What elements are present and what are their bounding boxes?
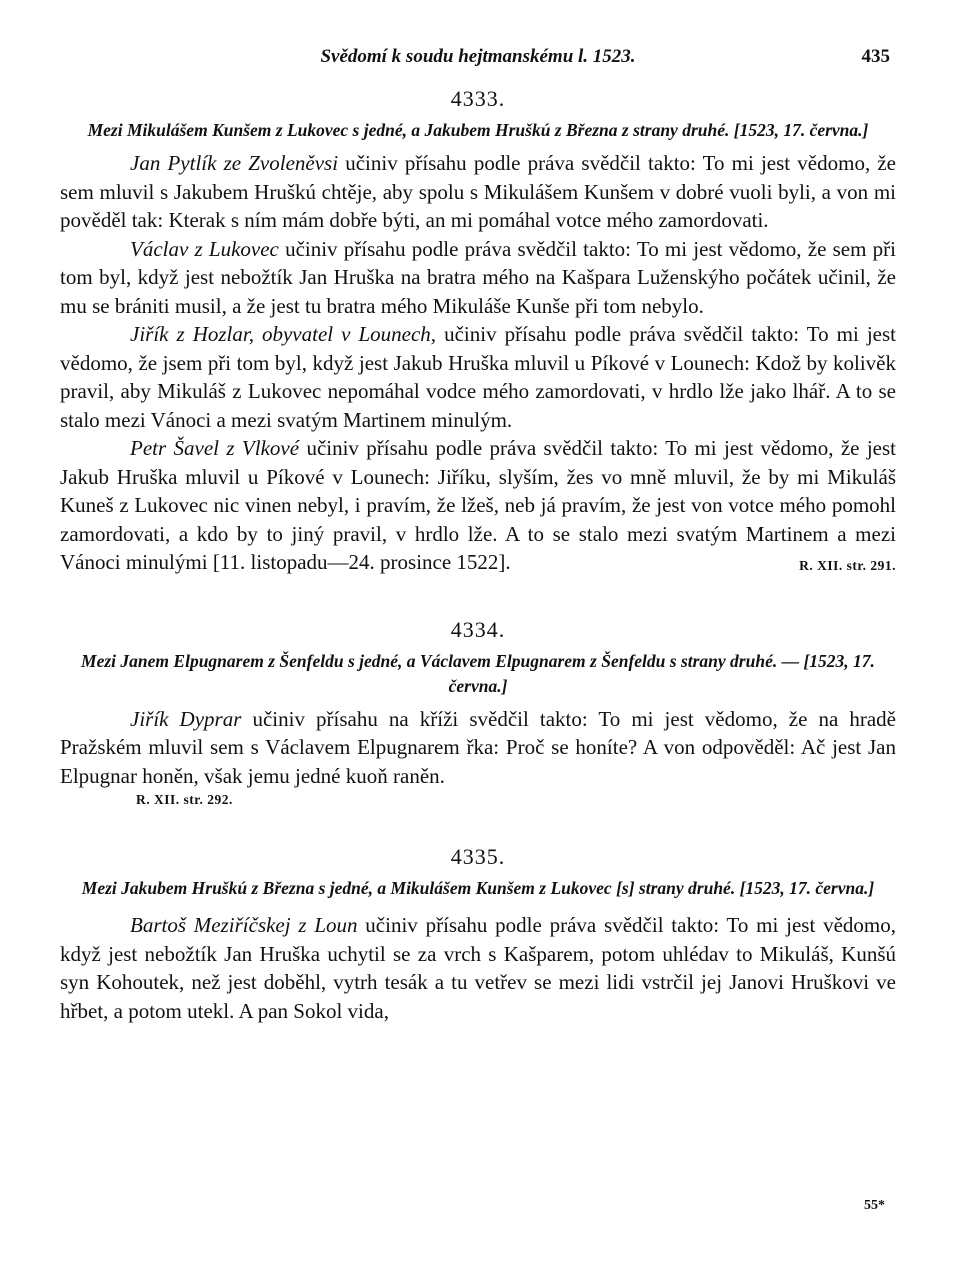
testimony-paragraph xyxy=(60,320,896,434)
entry-4334 xyxy=(60,617,896,809)
witness-name: Bartoš Meziříčskej z Loun xyxy=(130,913,358,937)
witness-name: Jiřík z Hozlar, obyvatel v Lounech, xyxy=(130,322,437,346)
page-number: 435 xyxy=(861,46,890,67)
entry-title: Mezi Janem Elpugnarem z Šenfeldu s jedné, a Václavem Elpugnarem z Šenfeldu s strany druhé. — [1523, 17. června.] xyxy=(81,650,875,696)
entry-4333 xyxy=(60,86,896,581)
entry-number: 4333. xyxy=(450,86,506,111)
testimony-text: učiniv přísahu podle práva svědčil takto: To mi jest vědomo, že sem při tom byl, když jest nebožtík Jan Hruška na bratra mého na Kašpara Luženskýho počátek učinil, že mu se brániti musil, a že jest tu bratra mého Mikuláše Kunše při tom nebylo. xyxy=(60,236,896,318)
witness-name: Petr Šavel z Vlkové xyxy=(130,436,300,460)
entry-4335 xyxy=(60,844,896,1025)
entry-number: 4335. xyxy=(450,844,506,869)
testimony-text: učiniv přísahu podle práva svědčil takto: To mi jest vědomo, že jsem při tom byl, když jest Jakub Hruška mluvil u Píkové v Lounech: Kdož by kolivěk pravil, aby Mikuláš z Lukovec nepomáhal vodce mého zamordovati, v hrdlo lže jako lhář. A to se stalo mezi Vánoci a mezi svatým Martinem minulým. xyxy=(60,322,896,432)
testimony-text: učiniv přísahu podle práva svědčil takto: To mi jest vědomo, že jest Jakub Hruška mluvil u Píkové v Lounech: Jiříku, slyším, žes vo mně mluvil, že by mi Mikuláš Kuneš z Lukovec nic vinen nebyl, i pravím, že lžeš, neb já pravím, že jest von votce mého pomohl zamordovati, a kdo by to jiný pravil, v hrdlo lže. A to se stalo mezi svatým Martinem a mezi Vánoci minulými [11. listopadu—24. prosince 1522]. xyxy=(60,436,896,574)
archive-reference: R. XII. str. 291. xyxy=(799,558,896,573)
entry-number: 4334. xyxy=(450,616,506,642)
testimony-text: učiniv přísahu podle práva svědčil takto: To mi jest vědomo, když jest nebožtík Jan Hruška uchytil se za vrch s Kašparem, potom uhlédav to Mikuláš, Kunšú syn Kohoutek, než jest doběhl, vytrh tesák a tu vetřev se mezi lidi vstrčil jej Janovi Hruškovi ve hřbet, a potom utekl. A pan Sokol vida, xyxy=(60,913,896,1023)
running-header xyxy=(60,38,896,78)
testimony-paragraph xyxy=(60,149,896,235)
witness-name: Václav z Lukovec xyxy=(130,236,279,261)
testimony-paragraph xyxy=(60,911,896,1025)
entry-title: Mezi Mikulášem Kunšem z Lukovec s jedné, a Jakubem Hruškú z Března z strany druhé. [1523, 17. června.] xyxy=(87,120,869,140)
testimony-text: učiniv přísahu podle práva svědčil takto: To mi jest vědomo, že sem mluvil s Jakubem Hruškú chtěje, aby spolu s Mikulášem Kunšem v dobré vuoli byli, a von mi pověděl tak: Kterak s ním mám dobře býti, an mi pomáhal votce mého zamordovati. xyxy=(60,151,896,232)
document-page xyxy=(60,38,896,1025)
testimony-paragraph xyxy=(60,705,896,791)
entry-title: Mezi Jakubem Hruškú z Března s jedné, a Mikulášem Kunšem z Lukovec [s] strany druhé. [1523, 17. června.] xyxy=(81,878,875,898)
running-title: Svědomí k soudu hejtmanskému l. 1523. xyxy=(320,46,636,67)
testimony-text: učiniv přísahu na kříži svědčil takto: To mi jest vědomo, že na hradě Pražském mluvil sem s Václavem Elpugnarem řka: Proč se honíte? A von odpověděl: Ač jest Jan Elpugnar honěn, však jemu jedné kuoň raněn. xyxy=(60,706,896,788)
witness-name: Jan Pytlík ze Zvoleněvsi xyxy=(130,151,339,175)
archive-reference: R. XII. str. 292. xyxy=(136,792,233,807)
testimony-paragraph xyxy=(60,434,896,581)
testimony-paragraph xyxy=(60,235,896,321)
witness-name: Jiřík Dyprar xyxy=(130,706,242,731)
signature-mark: 55* xyxy=(864,1198,885,1213)
